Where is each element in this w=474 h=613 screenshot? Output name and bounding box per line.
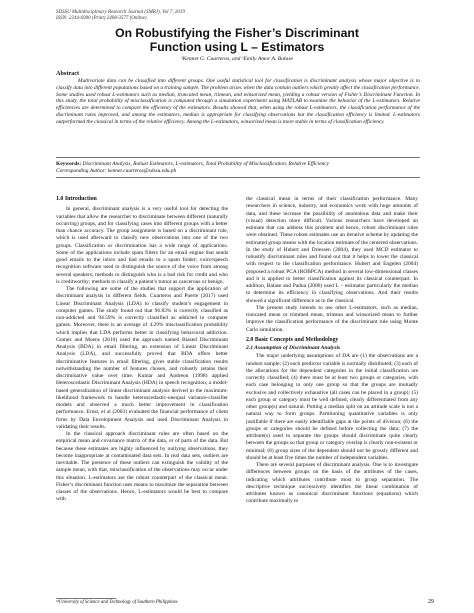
footnote-affiliation: ¹²University of Science and Technology of Southern Philippines xyxy=(56,600,178,605)
subsection-heading: 2.1 Assumption of Discriminant Analysis xyxy=(246,345,341,351)
keywords xyxy=(56,161,420,168)
section-heading-methodology: 2.0 Basic Concepts and Methodology xyxy=(246,336,339,343)
right-column xyxy=(246,196,418,506)
title-line-2: Function using L – Estimators xyxy=(149,40,325,54)
footnote-divider xyxy=(56,598,116,599)
left-column xyxy=(56,196,228,504)
keywords-text: Discriminant Analysis, Robust Estimators, L-estimators, Total Probability of Misclassification, Relative Efficiency xyxy=(82,161,330,167)
divider xyxy=(56,177,420,178)
body-paragraph: The major underlying assumptions of DA are (1) the observations are a random sample; (2) each predictor variable is normally distributed; (3) each of the allocations for the dependent categories in the initial classification are correctly classified; (4) there must be at least two groups or categories, with each case belonging to only one group so that the groups are mutually exclusive and collectively exhaustive (all cases can be placed in a group); (5) each group or category must be well defined, clearly differentiated from any other group(s) and natural. Putting a median split on an attitude scale is not a natural way to form groups. Partitioning quantitative variables is only justifiable if there are easily identifiable gaps at the points of division; (6) the groups or categories should be defined before collecting the data; (7) the attribute(s) used to separate the groups should discriminate quite clearly between the groups so that group or category overlap is clearly non-existent or minimal; (8) group sizes of the dependent should not be grossly different and should be at least five times the number of independent variables. xyxy=(246,353,418,461)
corresponding-author: Corresponding Author: kennet.cuarteros@sdssu.edu.ph xyxy=(56,168,177,174)
body-paragraph: There are several purposes of discriminant analysis. One is to investigate differences between groups on the basis of the attributes of the cases, indicating which attributes contribute most to group separation. The descriptive technique successively identifies the linear combination of attributes known as canonical discriminant functions (equations) which contribute maximally to xyxy=(246,462,418,505)
divider xyxy=(56,157,420,158)
abstract-text: Multivariate data can be classified into different groups. One useful statistical tool for classification is discriminant analysis whose major objective is to classify data into different populations based on a training sample. The problem arises when the data contain outliers which greatly affect the classification performance. Some studies used robust L-estimators such as median, truncated mean, trimean, and winsorized mean, yielding a robust version of Fisher’s Discriminant Function. In this study, the total probability of misclassification is computed through a simulation experiment using MATLAB to examine the behavior of the L-estimators. Relative efficiencies are determined to compare the efficiency of the estimators. Results showed that, when using the robust L-estimators, the classification performance of the discriminant rules improved, and among the estimators, median is appropriate for classifying observations but the classification efficiency is limited. L-estimators outperformed the classical in terms of the relative efficiency. Among the L-estimators, winsorized mean is more stable in terms of classification efficiency. xyxy=(56,78,420,125)
body-paragraph: In the classical approach discriminant rules are often based on the empirical mean and covariance matrix of the data, or of parts of the data. But because these estimates are highly influenced by outlying observations, they become inappropriate at contaminated data sets. In real data sets, outliers are inevitable. The presence of these outliers can extinguish the validity of the sample mean, with that, misclassification of the observations may occur under this situation. L-estimators are the robust counterpart of the classical mean. Fisher’s discriminant function uses means to maximize the separation between classes of the observations. Hence, L-estimators would be best to compare with xyxy=(56,431,228,503)
section-heading-introduction: 1.0 Introduction xyxy=(56,196,97,202)
body-paragraph: In general, discriminant analysis is a very useful tool for detecting the variables that allow the researcher to discriminate between different (naturally occurring) groups, and for classifying cases into different groups with a better than chance accuracy. The group assignment is based on a discriminant rule, which is used afterward to classify new observations into one of the two groups. Classification or discrimination has a wide range of applications. Some of the applications include spam filters for an email engine that sends good emails to the inbox and bad emails to a spam folder; voice/speech recognition software used to distinguish the source of the voice from among several speakers; methods to distinguish who is a bad risk for credit and who is creditworthy; methods to classify a patient’s tumor as cancerous or benign. xyxy=(56,206,228,285)
journal-name: SDSSU Multidisciplinary Research Journal (SMRJ), Vol 7, 2019 xyxy=(56,10,185,15)
page-number: 29 xyxy=(428,599,434,605)
title-line-1: On Robustifying the Fisher’s Discriminant xyxy=(115,26,359,40)
journal-header xyxy=(56,10,185,23)
author-list: ¹Kennet G. Cuarteros, and ²Emily Amor A. Balase xyxy=(180,56,293,62)
body-paragraph: The present study intends to use other L-estimators, such as median, truncated mean or trimmed mean, trimean and winsorized mean to further improve the classification performance of the discriminant rule using Monte Carlo simulation. xyxy=(246,304,418,333)
body-paragraph: the classical mean in terms of their classification performance. Many researchers in science, industry, and economics work with huge amounts of data, and these increase the possibility of anomalous data and make their (visual) detection more difficult. Various researchers have developed an estimate that can address this problem and hence, robust discriminant rules were obtained. These robust estimates use an iterative scheme by updating the estimated group means with the location estimate of the centered observations. In the study of Hubert and Driessen (2004), they used MCD estimator to robustify discriminant rules and found out that it helps to lower the classical with respect to the classification performance. Hubert and Engelen (2004) proposed a robust PCA (ROBPCA) method in several low-dimensional classes and it is applied to better classification against its classical counterpart. In addition, Balase and Padua (2006) used L – estimator particularly the median to determine its efficiency in classifying observations. And their results showed a significant difference as to the classical. xyxy=(246,196,418,304)
body-paragraph: The following are some of the studies that support the application of discriminant analysis in different fields. Cuarteros and Puerte (2017) used Linear Discriminant Analysis (LDA) to classify student’s engagement in computer games. The study found out that 96.83% is correctly classified as non-addicted and 94.59% is correctly classified as addicted to computer games. Moreover, there is an average of 4.29% misclassification probability which implies that LDA performs better in classifying behavioral addiction. Gomez and Moens (2010) used the approach named Biased Discriminant Analysis (BDA) in email filtering, an extension of Linear Discriminant Analysis (LDA), and successfully proved that BDA offers better discriminative features in email filtering, gives stable classification results notwithstanding the number of features chosen, and robustly retains their discriminative value over time. Kumar and Andreou (1998) applied Heteroscedastic Discriminant Analysis (HDA) in speech recognition, a model-based generalization of linear discriminant analysis derived in the maximum-likelihood framework to handle heteroscedastic-unequal variance-classifier models and observed a much better improvement in classification performance. Ernst, el al (2003) evaluated the financial performance of client firms by Data Envelopment Analysis and used Discriminant Analysis in validating their results. xyxy=(56,286,228,430)
keywords-label: Keywords: xyxy=(56,161,82,167)
abstract-heading: Abstract xyxy=(56,70,80,77)
paper-title xyxy=(40,26,434,54)
journal-issn: ISSN: 2244-6990 (Print) 2408-3577 (Online) xyxy=(56,16,147,22)
